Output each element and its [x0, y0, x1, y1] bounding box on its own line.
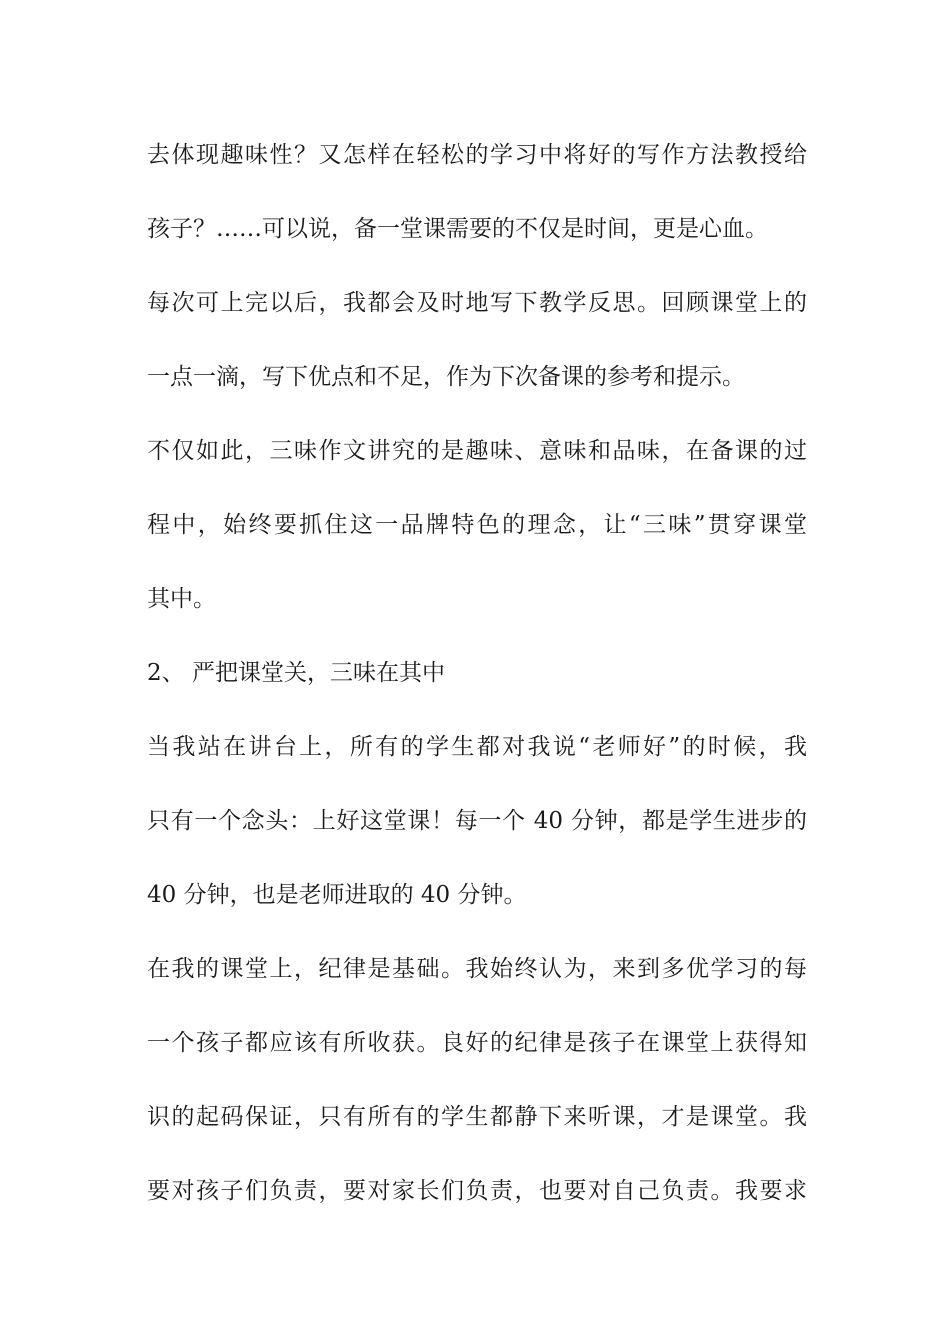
- text-line: 40 分钟，也是老师进取的 40 分钟。: [147, 882, 527, 908]
- text-line: 其中。: [147, 586, 216, 612]
- text-line: 一个孩子都应该有所收获。良好的纪律是孩子在课堂上获得知: [147, 1030, 807, 1056]
- text-line: 程中，始终要抓住这一品牌特色的理念，让“三味”贯穿课堂: [147, 512, 807, 538]
- text-line: 只有一个念头：上好这堂课！每一个 40 分钟，都是学生进步的: [147, 808, 807, 834]
- section-heading: 2、 严把课堂关，三味在其中: [147, 660, 445, 686]
- text-line: 在我的课堂上，纪律是基础。我始终认为，来到多优学习的每: [147, 956, 807, 982]
- text-line: 识的起码保证，只有所有的学生都静下来听课，才是课堂。我: [147, 1104, 807, 1130]
- text-line: 要对孩子们负责，要对家长们负责，也要对自己负责。我要求: [147, 1178, 807, 1204]
- text-line: 不仅如此，三味作文讲究的是趣味、意味和品味，在备课的过: [147, 438, 807, 464]
- text-line: 每次可上完以后，我都会及时地写下教学反思。回顾课堂上的: [147, 290, 807, 316]
- text-line: 一点一滴，写下优点和不足，作为下次备课的参考和提示。: [147, 364, 745, 390]
- text-line: 孩子？……可以说，备一堂课需要的不仅是时间，更是心血。: [147, 216, 768, 242]
- text-line: 当我站在讲台上，所有的学生都对我说“老师好”的时候，我: [147, 734, 807, 760]
- text-line: 去体现趣味性？又怎样在轻松的学习中将好的写作方法教授给: [147, 142, 807, 168]
